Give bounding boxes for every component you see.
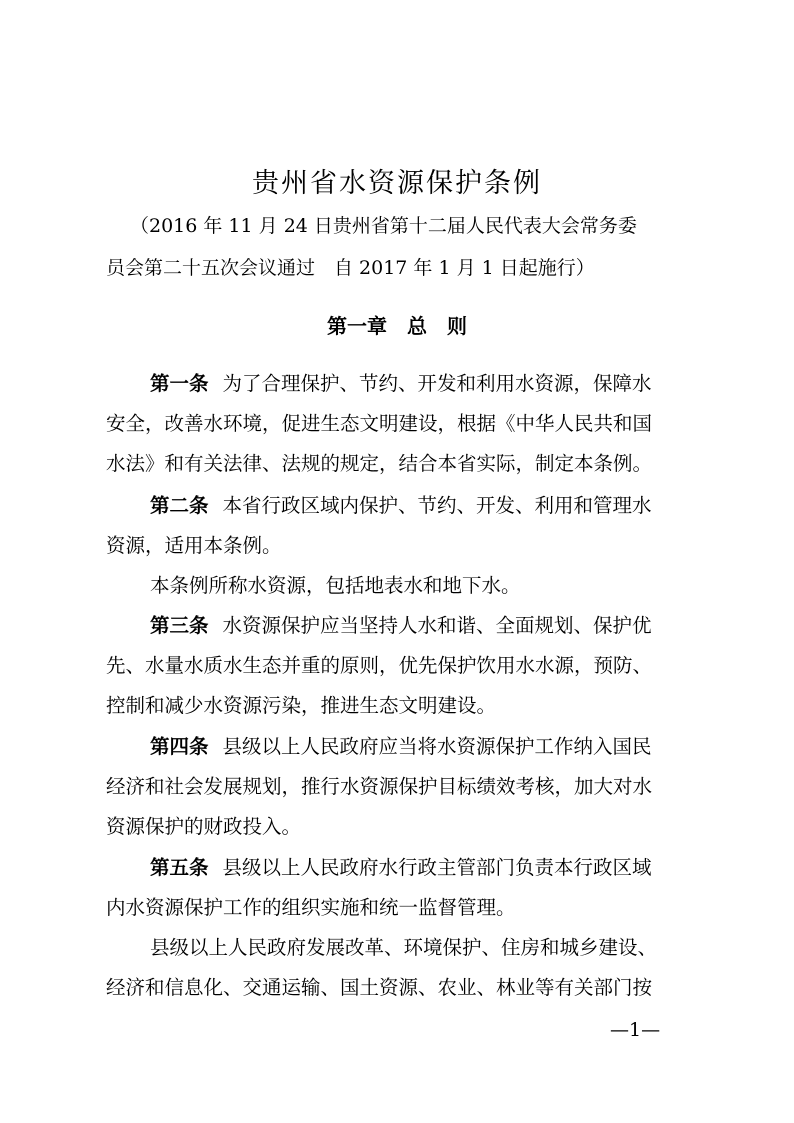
article-5-para-2-line-2: 经济和信息化、交通运输、国土资源、农业、林业等有关部门按 <box>106 976 653 999</box>
article-5-line-1 <box>150 852 706 884</box>
chapter-heading: 第一章 总 则 <box>327 314 467 338</box>
article-text: 县级以上人民政府应当将水资源保护工作纳入国民 <box>222 735 652 758</box>
subtitle-line-1: （2016 年 11 月 24 日贵州省第十二届人民代表大会常务委 <box>130 215 637 237</box>
article-3-line-1 <box>150 610 706 642</box>
article-text: 为了合理保护、节约、开发和利用水资源，保障水 <box>222 372 652 395</box>
subtitle-line-2: 员会第二十五次会议通过 自 2017 年 1 月 1 日起施行） <box>106 257 595 279</box>
article-label: 第二条 <box>150 494 209 517</box>
article-label: 第一条 <box>150 372 209 395</box>
article-3-line-3: 控制和减少水资源污染，推进生态文明建设。 <box>106 694 497 717</box>
article-2-line-2: 资源，适用本条例。 <box>106 534 282 557</box>
article-label: 第三条 <box>150 614 209 637</box>
article-4-line-3: 资源保护的财政投入。 <box>106 815 302 838</box>
page-number: —1— <box>610 1019 661 1041</box>
article-label: 第五条 <box>150 856 209 879</box>
article-label: 第四条 <box>150 735 209 758</box>
article-4-line-1 <box>150 731 706 763</box>
article-text: 县级以上人民政府水行政主管部门负责本行政区域 <box>222 856 652 879</box>
article-3-line-2: 先、水量水质水生态并重的原则，优先保护饮用水水源，预防、 <box>106 654 653 677</box>
document-title: 贵州省水资源保护条例 <box>252 168 542 199</box>
article-1-line-3: 水法》和有关法律、法规的规定，结合本省实际，制定本条例。 <box>106 452 653 475</box>
article-text: 本省行政区域内保护、节约、开发、利用和管理水 <box>222 494 652 517</box>
article-4-line-2: 经济和社会发展规划，推行水资源保护目标绩效考核，加大对水 <box>106 775 653 798</box>
article-1-line-2: 安全，改善水环境，促进生态文明建设，根据《中华人民共和国 <box>106 412 653 435</box>
article-5-para-2-line-1: 县级以上人民政府发展改革、环境保护、住房和城乡建设、 <box>150 936 658 959</box>
article-1-line-1 <box>150 368 706 400</box>
article-text: 水资源保护应当坚持人水和谐、全面规划、保护优 <box>222 614 652 637</box>
article-5-line-2: 内水资源保护工作的组织实施和统一监督管理。 <box>106 896 516 919</box>
article-2-para-2-line-1: 本条例所称水资源，包括地表水和地下水。 <box>150 574 521 597</box>
article-2-line-1 <box>150 490 706 522</box>
